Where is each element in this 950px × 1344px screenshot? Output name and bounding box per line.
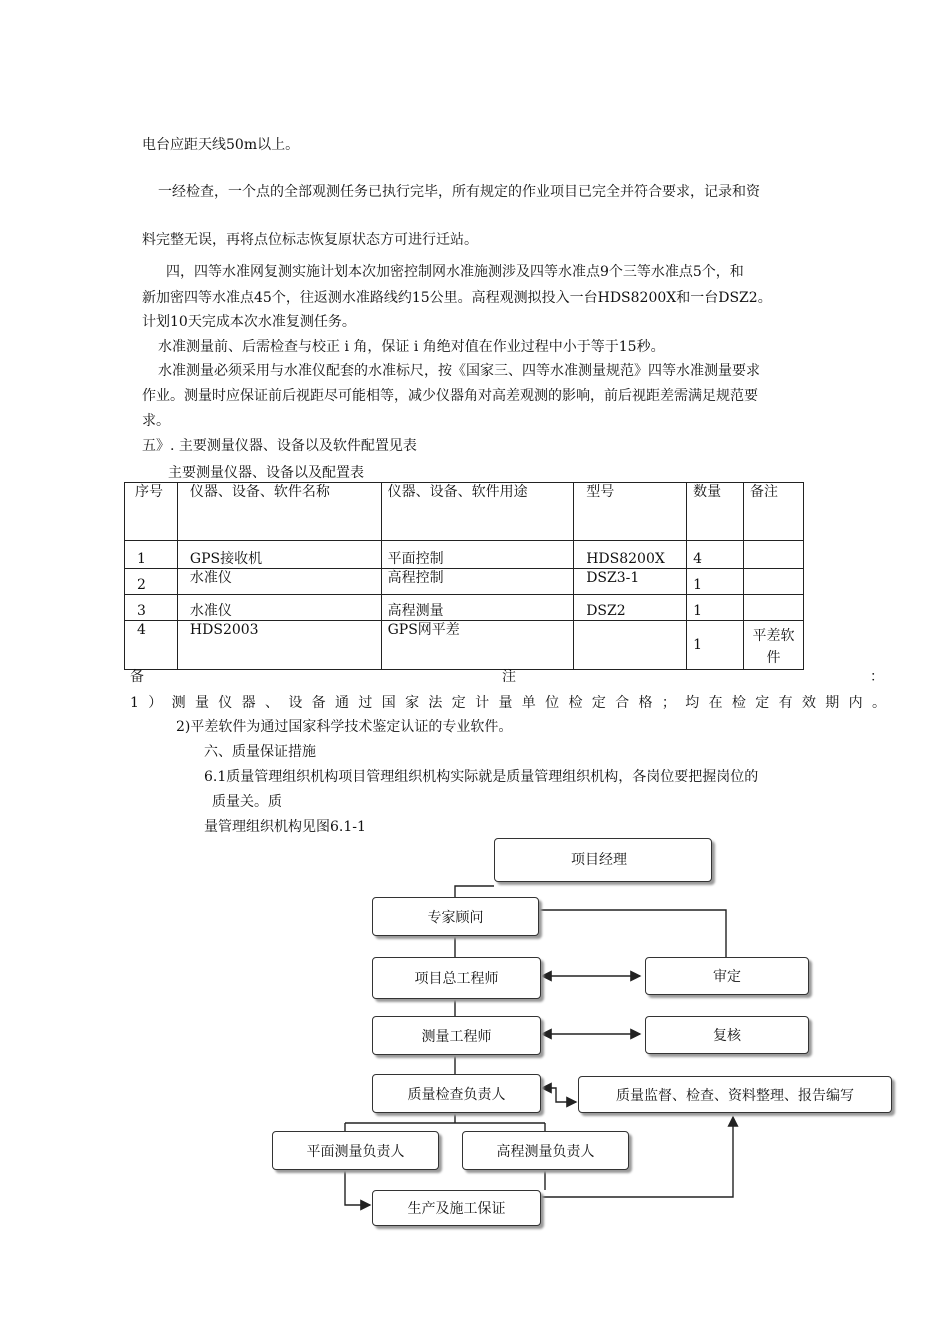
table-header-cell: 数量 <box>687 483 744 541</box>
section-six-line2: 质量关。质 <box>212 794 282 810</box>
org-box-quality-inspector: 质量检查负责人 <box>372 1074 541 1113</box>
paragraph-staff-line1: 水准测量必须采用与水准仪配套的水准标尺，按《国家三、四等水准测量规范》四等水准测量要求 <box>158 363 760 379</box>
table-cell: HDS8200X <box>574 541 687 569</box>
paragraph-staff-line3: 求。 <box>142 413 170 429</box>
paragraph-plan-line3: 计划10天完成本次水准复测任务。 <box>142 314 356 330</box>
table-header-cell: 仪器、设备、软件名称 <box>177 483 381 541</box>
paragraph-staff-line2: 作业。测量时应保证前后视距尽可能相等，减少仪器角对高差观测的影响，前后视距差需满足规范要 <box>142 388 758 404</box>
table-cell: DSZ3-1 <box>574 569 687 595</box>
section-six-line1: 6.1质量管理组织机构项目管理组织机构实际就是质量管理组织机构，各岗位要把握岗位的 <box>204 769 759 785</box>
org-box-survey-engineer: 测量工程师 <box>372 1016 541 1055</box>
table-cell: GPS接收机 <box>177 541 381 569</box>
table-header-cell: 备注 <box>744 483 804 541</box>
section-six-heading: 六、质量保证措施 <box>204 744 316 760</box>
paragraph-i-angle: 水准测量前、后需检查与校正 i 角，保证 i 角绝对值在作业过程中小于等于15秒。 <box>158 339 665 355</box>
table-caption: 主要测量仪器、设备以及配置表 <box>168 465 364 481</box>
table-cell: DSZ2 <box>574 595 687 621</box>
table-cell: HDS2003 <box>177 621 381 670</box>
org-box-project-manager: 项目经理 <box>494 838 712 882</box>
org-box-quality-supervision: 质量监督、检查、资料整理、报告编写 <box>578 1076 892 1113</box>
notes-colon: ： <box>870 669 884 685</box>
org-box-production-guarantee: 生产及施工保证 <box>372 1190 541 1226</box>
paragraph-inspection-line1: 一经检查，一个点的全部观测任务已执行完毕，所有规定的作业项目已完全并符合要求，记录和资 <box>158 184 760 200</box>
table-cell: 1 <box>687 595 744 621</box>
table-cell: 2 <box>125 569 178 595</box>
table-header-cell: 型号 <box>574 483 687 541</box>
org-box-review: 审定 <box>645 957 809 995</box>
note-item-2: 2)平差软件为通过国家科学技术鉴定认证的专业软件。 <box>176 719 513 735</box>
org-box-expert-advisor: 专家顾问 <box>372 897 539 936</box>
paragraph-antenna-distance: 电台应距天线50m以上。 <box>142 137 300 153</box>
table-cell: 4 <box>687 541 744 569</box>
note-item-1: 1）测量仪器、设备通过国家法定计量单位检定合格；均在检定有效期内。 <box>130 695 886 711</box>
table-cell: 水准仪 <box>177 595 381 621</box>
table-cell: 3 <box>125 595 178 621</box>
org-box-elevation-survey-lead: 高程测量负责人 <box>462 1131 629 1170</box>
org-box-chief-engineer: 项目总工程师 <box>372 957 541 999</box>
notes-label-bei: 备 <box>130 669 144 685</box>
table-cell: 高程控制 <box>381 569 574 595</box>
notes-label-zhu: 注 <box>502 669 516 685</box>
table-header-cell: 序号 <box>125 483 178 541</box>
org-box-plane-survey-lead: 平面测量负责人 <box>272 1131 439 1170</box>
table-cell: 1 <box>687 569 744 595</box>
section-six-line3: 量管理组织机构见图6.1-1 <box>204 819 366 835</box>
table-cell: 4 <box>125 621 178 670</box>
table-cell: GPS网平差 <box>381 621 574 670</box>
table-cell: 平差软件 <box>744 621 804 670</box>
table-cell: 1 <box>687 621 744 670</box>
paragraph-plan-line1: 四，四等水准网复测实施计划本次加密控制网水准施测涉及四等水准点9个三等水准点5个，和 <box>166 264 744 280</box>
paragraph-inspection-line2: 料完整无误，再将点位标志恢复原状态方可进行迁站。 <box>142 232 478 248</box>
table-cell: 高程测量 <box>381 595 574 621</box>
org-box-recheck: 复核 <box>645 1016 809 1054</box>
table-cell: 水准仪 <box>177 569 381 595</box>
section-five-heading: 五》. 主要测量仪器、设备以及软件配置见表 <box>142 438 417 454</box>
table-cell: 平面控制 <box>381 541 574 569</box>
table-cell: 1 <box>125 541 178 569</box>
table-header-cell: 仪器、设备、软件用途 <box>381 483 574 541</box>
paragraph-plan-line2: 新加密四等水准点45个，往返测水准路线约15公里。高程观测拟投入一台HDS8200X和一台DSZ2。 <box>142 290 772 306</box>
